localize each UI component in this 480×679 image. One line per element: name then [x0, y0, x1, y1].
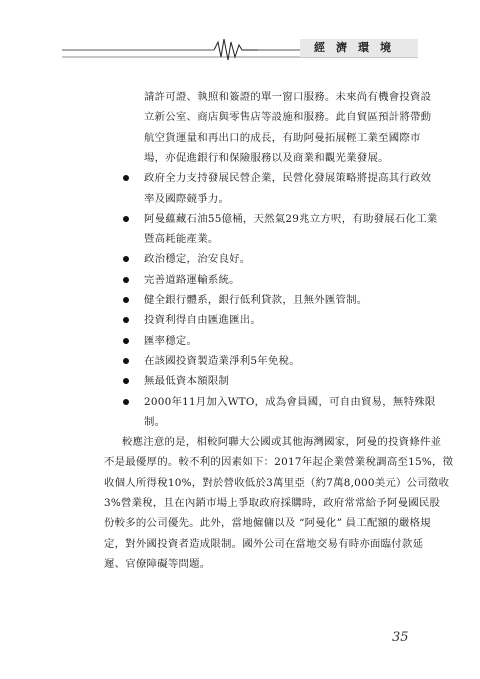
bullet-item-line: 暨高耗能產業。	[144, 233, 219, 246]
bullet-icon	[123, 216, 129, 222]
paragraph-line: 不是最優厚的。較不利的因素如下：2017年起企業營業稅調高至15%，徵	[104, 456, 454, 469]
bullet-item-line: 政治穩定，治安良好。	[144, 253, 251, 266]
bullet-icon	[123, 175, 129, 181]
paragraph-line: 場，亦促進銀行和保險服務以及商業和觀光業發展。	[144, 151, 389, 164]
bullet-item-line: 匯率穩定。	[144, 334, 198, 347]
bullet-icon	[123, 378, 129, 384]
bullet-icon	[123, 256, 129, 262]
paragraph-line: 3%營業稅，且在內銷市場上爭取政府採購時，政府常常給予阿曼國民股	[104, 497, 441, 509]
bullet-item-line: 阿曼蘊藏石油55億桶，天然氣29兆立方呎，有助發展石化工業	[144, 212, 438, 225]
bullet-item-line: 制。	[144, 415, 166, 428]
paragraph-line: 遲、官僚障礙等問題。	[104, 557, 211, 570]
bullet-item-line: 無最低資本額限制	[144, 375, 230, 388]
bullet-item-line: 率及國際競爭力。	[144, 192, 230, 205]
bullet-icon	[123, 358, 129, 364]
bullet-item-line: 在該國投資製造業淨利5年免稅。	[144, 354, 300, 367]
paragraph-line: 收個人所得稅10%，對於營收低於3萬里亞（約7萬8,000美元）公司徵收	[104, 476, 450, 489]
paragraph-line: 較應注意的是，相較阿聯大公國或其他海灣國家，阿曼的投資條件並	[122, 436, 442, 449]
bullet-icon	[123, 317, 129, 323]
paragraph-line: 航空貨運量和再出口的成長，有助阿曼拓展輕工業至國際市	[144, 131, 421, 144]
bullet-item-line: 2000年11月加入WTO，成為會員國，可自由貿易，無特殊限	[144, 395, 436, 408]
page-header	[0, 30, 480, 70]
section-title: 經濟環境	[300, 39, 418, 57]
paragraph-line: 定，對外國投資者造成限制。國外公司在當地交易有時亦面臨付款延	[104, 537, 424, 550]
bullet-item-line: 健全銀行體系，銀行低利貸款，且無外匯管制。	[144, 294, 368, 306]
bullet-icon	[123, 277, 129, 283]
paragraph-line: 立新公室、商店與零售店等設施和服務。此自貿區預計將帶動	[144, 111, 432, 124]
bullet-icon	[123, 399, 129, 405]
bullet-item-line: 投資利得自由匯進匯出。	[144, 314, 262, 327]
bullet-icon	[123, 338, 129, 344]
bullet-icon	[123, 297, 129, 303]
paragraph-line: 請許可證、執照和簽證的單一窗口服務。未來尚有機會投資設	[144, 91, 432, 103]
bullet-item-line: 政府全力支持發展民營企業，民營化發展策略將提高其行政效	[144, 172, 432, 185]
bullet-item-line: 完善道路運輸系統。	[144, 273, 240, 286]
page-number: 35	[392, 630, 409, 645]
paragraph-line: 份較多的公司優先。此外，當地僱傭以及 “阿曼化” 員工配額的嚴格規	[104, 517, 431, 530]
